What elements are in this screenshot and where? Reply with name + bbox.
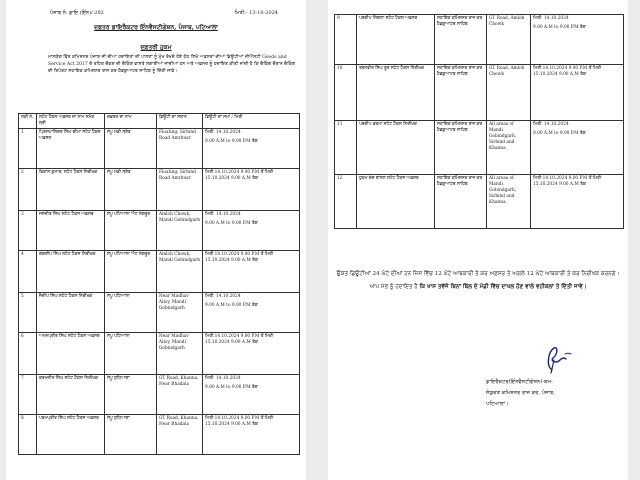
duty-location-cell: Floating, Sirhind Road Amritsar [157, 129, 203, 169]
duty-hours: 9.00 A.M to 9.00 P.M ਤੱਕ [533, 131, 586, 136]
instruction-paragraph [334, 268, 622, 294]
table-row [19, 169, 300, 211]
officer-name-cell: ਪ੍ਰਿੰਸਪਾਲਿੰਦਰ ਸਿੰਘ ਚੀਮਾ ਸਟੇਟ ਟੈਕਸ ਅਫ਼ਸਰ [37, 129, 105, 169]
office-name-cell: ਸੰਪੂ ਪਟਿਆਲਾ ਐਟ ਸੰਗਰੂਰ [105, 251, 157, 293]
duty-date: ਮਿਤੀ. 14.10.2024 [205, 294, 241, 299]
serial-number-cell: 5 [19, 293, 37, 333]
serial-number-cell: 6 [19, 333, 37, 375]
duty-location-cell: Amloh Chowk, Mandi Gobindgarh [157, 251, 203, 293]
table-row [19, 251, 300, 293]
duty-hours: 9.00 A.M to 9.00 P.M ਤੱਕ [533, 25, 586, 30]
duty-hours: 9.00 A.M to 9.00 P.M ਤੱਕ [205, 139, 258, 144]
office-name-cell: ਸੰਪੂ ਪਟਿਆਲਾ [105, 293, 157, 333]
duty-date: ਮਿਤੀ.14.10.2024 9.00 P.M ਤੋਂ ਮਿਤੀ 15.10.2024 9.00 A.M ਤੱਕ [533, 176, 602, 187]
duty-time-cell [203, 211, 300, 251]
officer-name-cell: ਤਰਨਵੀਰ ਸਿੰਘ ਤੂਰ ਸਟੇਟ ਟੈਕਸ ਨਿਰੀਖਕ [357, 65, 435, 121]
signatory-place: ਪਟਿਆਲਾ। [486, 401, 509, 407]
office-name-cell: ਸੰਪੂ ਲੁਧਿਆਣਾ [105, 375, 157, 415]
officer-name-cell: ਹੁਕਮ ਚੰਦ ਬਾਂਸਲ ਸਟੇਟ ਟੈਕਸ ਅਫ਼ਸਰ [357, 175, 435, 229]
duty-location-cell: Amloh Chowk, Mandi Gobindgarh [157, 211, 203, 251]
serial-number-cell: 10 [335, 65, 357, 121]
duty-location-cell: Near Madhav Alloy, Mandi Gobindgarh [157, 333, 203, 375]
officer-name-cell: ਪਰਦੀਪ ਵਰਮਾ ਸਟੇਟ ਟੈਕਸ ਨਿਰੀਖਕ [357, 121, 435, 175]
duty-location-cell: All areas of Mandi Gobindgarh, Sirhind and Khanna [487, 121, 531, 175]
signatory-block [486, 377, 616, 410]
office-name: ਦਫ਼ਤਰ ਡਾਇਰੈਕਟਰ ਇੰਨਵੈਸਟੀਗੇਸ਼ਨ, ਪੰਜਾਬ, ਪਟਿਆਲਾ [94, 24, 218, 31]
duty-date: ਮਿਤੀ.14.10.2024 9.00 P.M ਤੋਂ ਮਿਤੀ 15.10.2024 9.00 A.M ਤੱਕ [205, 416, 274, 427]
office-name-cell: ਸਹਾਇਕ ਕਮਿਸ਼ਨਰ ਰਾਜ ਕਰ ਹੈਡਕੁਆਟਰ ਸਾਹਿਬ [435, 175, 487, 229]
table-row [335, 15, 624, 65]
duty-location-cell: GT Road, Khanna, Near Bhadala [157, 375, 203, 415]
reference-number: ਪੰਜਾਬ ਨੰ: ਡਾਇ (ਇੰਨ)/ 292 [50, 10, 104, 16]
duty-time-cell [203, 415, 300, 455]
duty-date: ਮਿਤੀ. 14.10.2024 [533, 122, 569, 127]
serial-number-cell: 11 [335, 121, 357, 175]
header-serial: ਲੜੀ ਨੰ. [19, 114, 37, 129]
duty-location-cell: All areas of Mandi Gobindgarh, Sirhind and Khanna [487, 175, 531, 229]
officer-name-cell: ਕਰਮਜੀਤ ਸਿੰਘ ਸਟੇਟ ਟੈਕਸ ਨਿਰੀਖਕ [37, 375, 105, 415]
table-row [19, 333, 300, 375]
duty-location-cell: Floating, Sirhind Road Amritsar [157, 169, 203, 211]
duty-time-cell [531, 65, 624, 121]
table-row [335, 175, 624, 229]
handwritten-signature [538, 340, 574, 376]
table-row [19, 293, 300, 333]
duty-time-cell [203, 169, 300, 211]
duty-location-cell: GT Road, Khanna, Near Bhadala [157, 415, 203, 455]
serial-number-cell: 7 [19, 375, 37, 415]
table-row [335, 121, 624, 175]
office-name-cell: ਸਹਾਇਕ ਕਮਿਸ਼ਨਰ ਰਾਜ ਕਰ ਹੈਡਕੁਆਟਰ ਸਾਹਿਬ [435, 65, 487, 121]
duty-table-continued-body [335, 15, 624, 229]
header-time: ਡਿਊਟੀ ਦਾ ਸਮਾਂ / ਮਿਤੀ [203, 114, 300, 129]
officer-name-cell: ਪਰਮਪ੍ਰੀਤ ਸਿੰਘ ਸਟੇਟ ਟੈਕਸ ਅਫ਼ਸਰ [37, 415, 105, 455]
duty-table-continued [334, 14, 624, 229]
serial-number-cell: 9 [335, 15, 357, 65]
table-header-row [19, 114, 300, 129]
duty-location-cell: GT Road, Amloh Chowk [487, 15, 531, 65]
duty-location-cell: GT Road, Amloh Chowk [487, 65, 531, 121]
duty-time-cell [531, 175, 624, 229]
serial-number-cell: 12 [335, 175, 357, 229]
order-title: ਦਫ਼ਤਰੀ ਹੁਕਮ [140, 44, 172, 51]
duty-hours: 9.00 A.M to 9.00 P.M ਤੱਕ [205, 221, 258, 226]
table-row [19, 415, 300, 455]
serial-number-cell: 2 [19, 169, 37, 211]
office-name-cell: ਸੰਪੂ ਪਟਿਆਲਾ [105, 333, 157, 375]
document-page-2 [328, 0, 628, 480]
table-row [19, 129, 300, 169]
document-page-1 [6, 0, 306, 480]
officer-name-cell: ਵਿਕਾਸ ਕੁਮਾਰ, ਸਟੇਟ ਟੈਕਸ ਨਿਰੀਖਕ [37, 169, 105, 211]
duty-date: ਮਿਤੀ.14.10.2024 9.00 P.M ਤੋਂ ਮਿਤੀ 15.10.2024 9.00 A.M ਤੱਕ [205, 334, 274, 345]
signatory-designation-1: ਡਾਇਰੈਕਟਰ(ਇੰਨਵੈਸਟੀਗੇਸ਼ਨ)-ਕਮ- [486, 379, 553, 385]
instruction-emphasis: ਕਿ ਖਾਸ ਤਵੱਜੋ ਬਿਨਾਂ ਬਿੱਲ ਦੇ ਮੰਡੀ ਵਿੱਚ ਦਾਖਲ ਹੋਣ ਵਾਲੇ ਵਹੀਕਲਾਂ ਤੇ ਦਿੱਤੀ ਜਾਵੇ। [419, 284, 587, 290]
serial-number-cell: 3 [19, 211, 37, 251]
duty-date: ਮਿਤੀ. 14.10.2024 [533, 16, 569, 21]
duty-date: ਮਿਤੀ. 14.10.2024 [205, 376, 241, 381]
order-body-text: ਮਾਨਯੋਗ ਵਿੱਤ ਕਮਿਸ਼ਨਰ ਪੰਜਾਬ ਜੀ ਦੀਆਂ ਹਦਾਇਤਾਂ ਦੀ ਪਾਲਣਾ ਨੂੰ ਮੁੱਖ ਰੱਖਦੇ ਹੋਏ ਹੇਠ ਲਿਖੇ ਅਫ਼ਸਰਾਂ ਦੀਆਂ ਡਿਊਟੀਆਂ ਜੀਐਸਟੀ Goods and Service Act 2017 ਦੇ ਤਹਿਤ ਚੌਕਸ਼ ਦੀ ਚੈਕਿੰਗ ਵਾਸਤੇ ਲਗਾਈਆਂ ਜਾਂਦੀਆਂ ਹਨ ਅਤੇ ਅਫ਼ਸਰ ਨੂੰ ਹਦਾਇਤ ਕੀਤੀ ਜਾਂਦੀ ਹੈ ਕਿ ਚੈਕਿੰਗ ਦੌਰਾਨ ਚੈਕਿੰਗ ਦੀ ਰਿਪੋਰਟ ਸਹਾਇਕ ਕਮਿਸ਼ਨਰ ਰਾਜ ਕਰ ਹੈਡਕੁਆਟਰ ਸਾਹਿਬ ਨੂੰ ਦਿੱਤੀ ਜਾਵੇ। [48, 55, 296, 74]
serial-number-cell: 1 [19, 129, 37, 169]
signatory-designation-2: ਸੰਯੁਕਤ ਕਮਿਸ਼ਨਰ ਰਾਜ ਕਰ, ਪੰਜਾਬ, [486, 390, 555, 396]
table-row [335, 65, 624, 121]
header-location: ਡਿਊਟੀ ਦਾ ਸਥਾਨ [157, 114, 203, 129]
duty-date: ਮਿਤੀ. 14.10.2024 [205, 130, 241, 135]
document-header [50, 10, 278, 16]
duty-time-cell [203, 333, 300, 375]
officer-name-cell: ਜੈਦੀਪ ਸਿੰਘ ਸਟੇਟ ਟੈਕਸ ਨਿਰੀਖਕ [37, 293, 105, 333]
duty-time-cell [531, 15, 624, 65]
duty-table [18, 113, 300, 455]
duty-date: ਮਿਤੀ.14.10.2024 9.00 P.M ਤੋਂ ਮਿਤੀ 15.10.2024 9.00 A.M ਤੱਕ [533, 66, 602, 77]
duty-time-cell [531, 121, 624, 175]
duty-hours: 9.00 A.M to 9.00 P.M ਤੱਕ [205, 303, 258, 308]
duty-time-cell [203, 251, 300, 293]
office-name-cell: ਸੰਪੂ ਲੁਧਿਆਣਾ [105, 415, 157, 455]
duty-location-cell: Near Madhav Alloy, Mandi Gobindgarh [157, 293, 203, 333]
office-name-cell: ਸੰਪੂ ਪਟਿਆਲਾ ਐਟ ਸੰਗਰੂਰ [105, 211, 157, 251]
officer-name-cell: ਪਰਦੀਪ ਸਿੰਗਲਾ ਸਟੇਟ ਟੈਕਸ ਅਫ਼ਸਰ [357, 15, 435, 65]
duty-date: ਮਿਤੀ. 14.10.2024 [205, 212, 241, 217]
document-date: ਮਿਤੀ:- 13-10-2024 [234, 10, 278, 16]
duty-time-cell [203, 129, 300, 169]
table-row [19, 375, 300, 415]
duty-date: ਮਿਤੀ.14.10.2024 9.00 P.M ਤੋਂ ਮਿਤੀ 15.10.2024 9.00 A.M ਤੱਕ [205, 170, 274, 181]
officer-name-cell: ਜਸਜੀਤ ਸਿੰਘ ਸਟੇਟ ਟੈਕਸ ਅਫ਼ਸਰ [37, 211, 105, 251]
header-officer: ਸਟੇਟ ਟੈਕਸ ਅਫ਼ਸਰ ਦਾ ਨਾਮ ਸਮੇਤ ਸ਼੍ਰੀ [37, 114, 105, 129]
duty-table-body [19, 129, 300, 455]
serial-number-cell: 4 [19, 251, 37, 293]
office-name-cell: ਸਹਾਇਕ ਕਮਿਸ਼ਨਰ ਰਾਜ ਕਰ ਹੈਡਕੁਆਟਰ ਸਾਹਿਬ [435, 15, 487, 65]
officer-name-cell: ਅਮਨਪ੍ਰੀਤ ਸਿੰਘ ਸਟੇਟ ਟੈਕਸ ਅਫ਼ਸਰ [37, 333, 105, 375]
duty-hours: 9.00 A.M to 9.00 P.M ਤੱਕ [205, 385, 258, 390]
header-office: ਦਫ਼ਤਰ ਦਾ ਨਾਮ [105, 114, 157, 129]
office-name-cell: ਸੰਪੂ ਮੰਡੀ ਸ੍ਰੋਤ [105, 169, 157, 211]
table-row [19, 211, 300, 251]
duty-date: ਮਿਤੀ.14.10.2024 9.00 P.M ਤੋਂ ਮਿਤੀ 15.10.2024 9.00 A.M ਤੱਕ [205, 252, 274, 263]
duty-time-cell [203, 375, 300, 415]
office-name-cell: ਸਹਾਇਕ ਕਮਿਸ਼ਨਰ ਰਾਜ ਕਰ ਹੈਡਕੁਆਟਰ ਸਾਹਿਬ [435, 121, 487, 175]
officer-name-cell: ਗਗਦੀਪ ਸਿੰਘ ਸਟੇਟ ਟੈਕਸ ਨਿਰੀਖਕ [37, 251, 105, 293]
office-name-cell: ਸੰਪੂ ਮੰਡੀ ਸ੍ਰੋਤ [105, 129, 157, 169]
serial-number-cell: 8 [19, 415, 37, 455]
instruction-text: ਉਕਤ ਡਿਊਟੀਆਂ 24 ਘੰਟੇ ਦੀਆਂ ਹਨ ਜਿਸ ਵਿੱਚ 12 ਘੰਟੇ ਆਬਕਾਰੀ ਤੇ ਕਰ ਅਫ਼ਸਰ ਤੇ ਅਗਲੇ 12 ਘੰਟੇ ਆਬਕਾਰੀ ਤੇ ਕਰ ਨਿਰੀਖਕ ਕਰਨਗੇ। ਆਪ ਸਭ ਨੂੰ ਹਦਾਇਤ ਹੈ [336, 271, 620, 290]
duty-time-cell [203, 293, 300, 333]
